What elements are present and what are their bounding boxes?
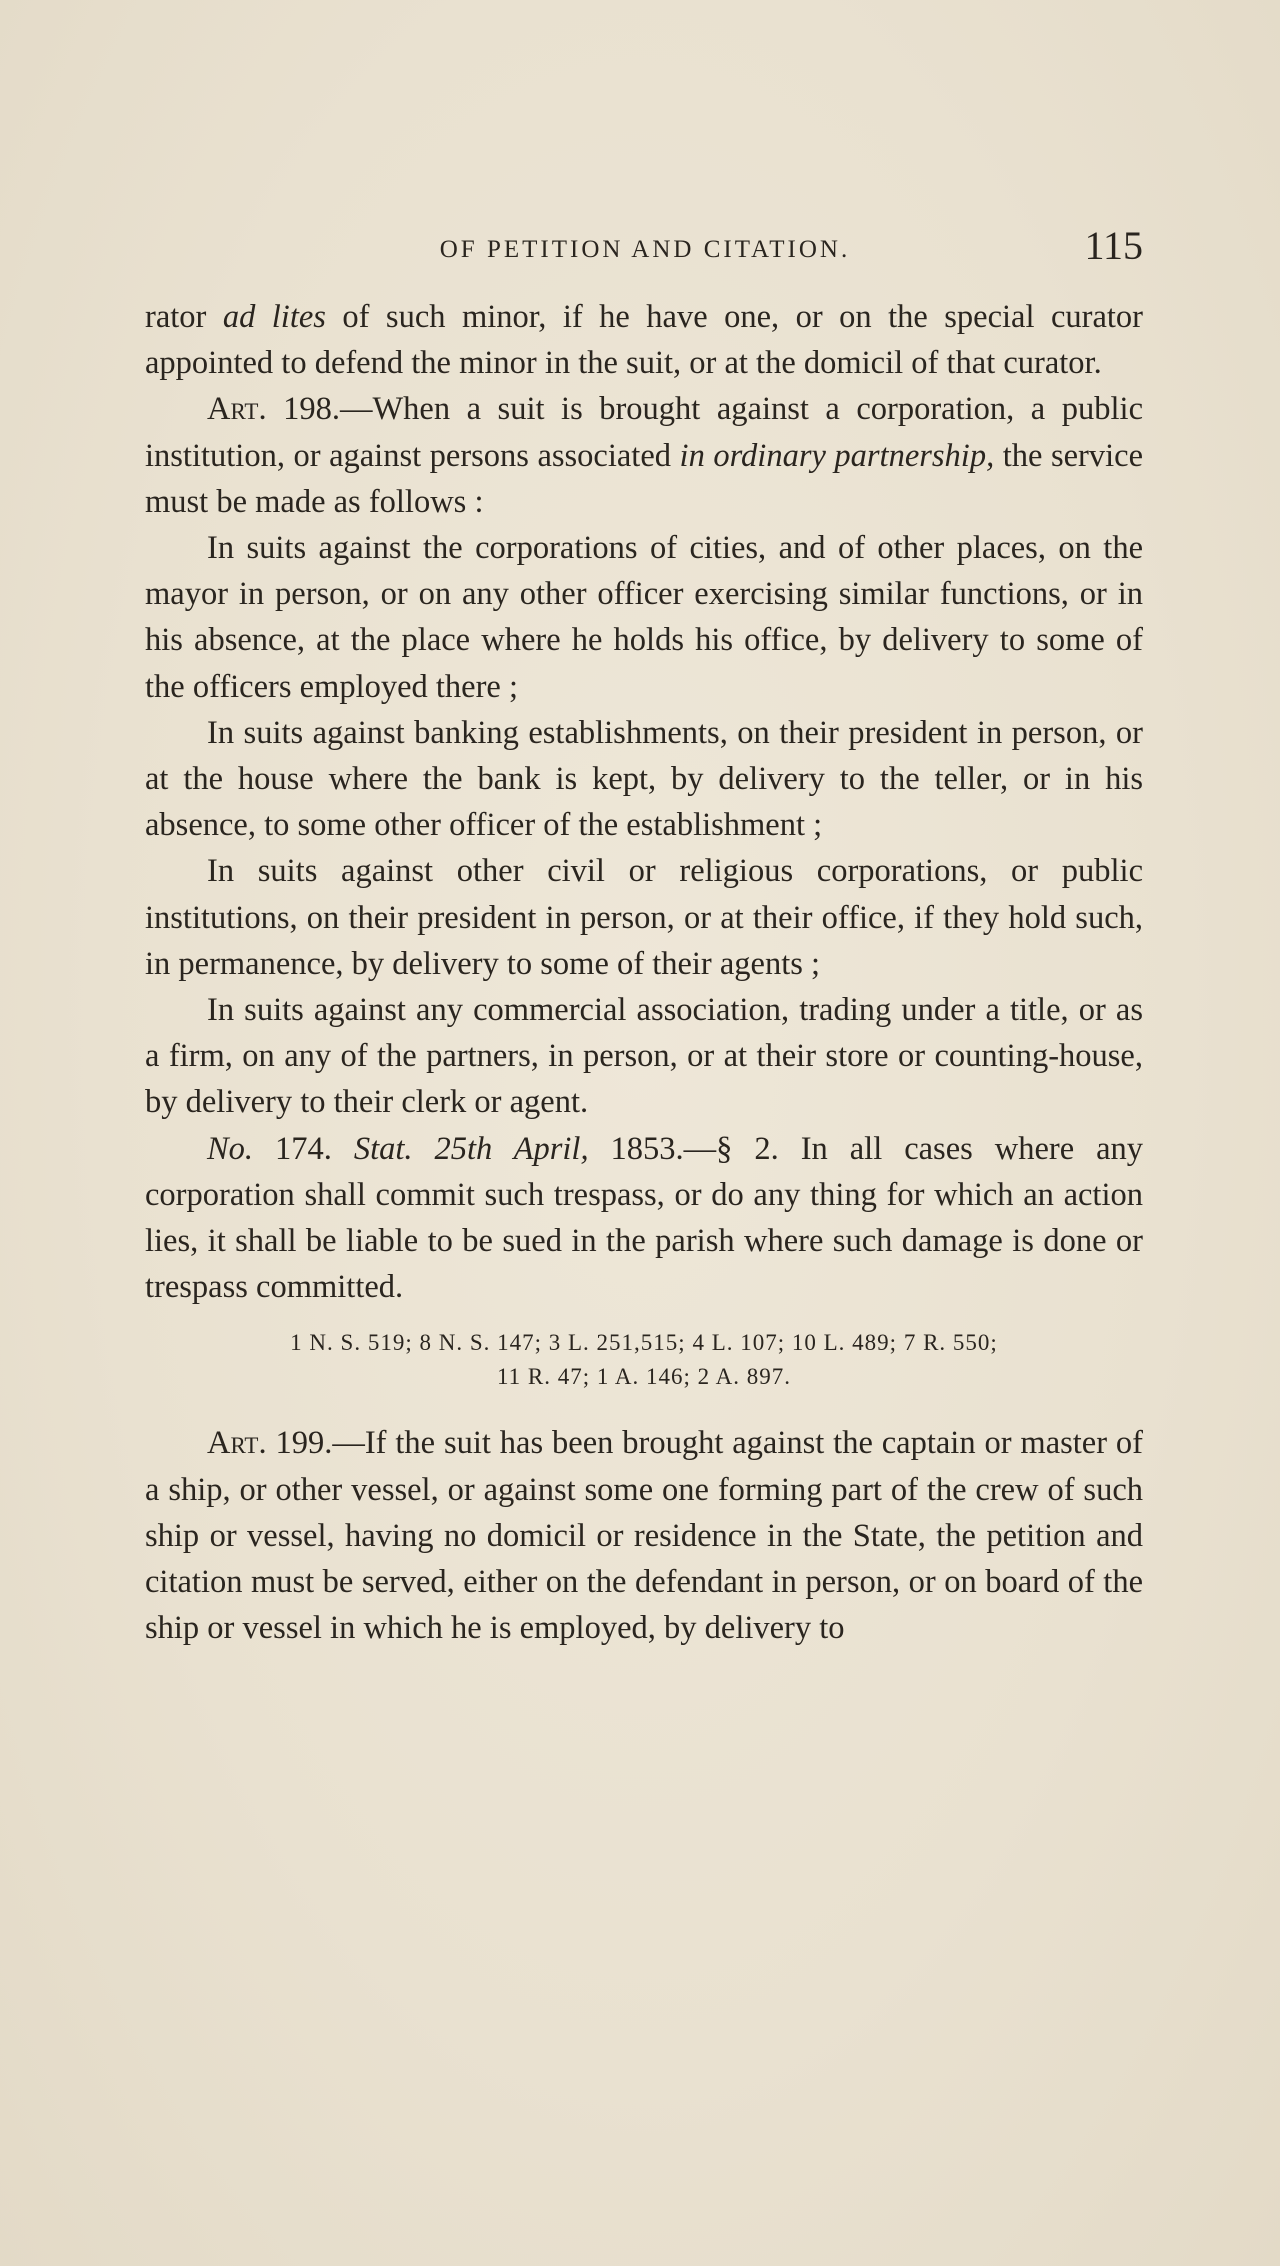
citation-line: 1 N. S. 519; 8 N. S. 147; 3 L. 251,515; 4 L. 107; 10 L. 489; 7 R. 550; — [290, 1330, 998, 1356]
italic-term: in ordinary partnership, — [679, 437, 995, 474]
paragraph-banking: In suits against banking establishments, on their president in person, or at the house where the bank is kept, by delivery to the teller, or in his absence, to some other officer of the establishment ; — [145, 714, 1143, 844]
article-label: Art. — [207, 391, 267, 428]
citation-line: 11 R. 47; 1 A. 146; 2 A. 897. — [497, 1364, 791, 1390]
text-run: 198.—When a suit is brought against a corporation, a public institution, or against persons associated — [145, 391, 1143, 474]
page-number: 115 — [1084, 223, 1143, 268]
italic-term: ad lites — [222, 299, 326, 335]
paragraph-commercial: In suits against any commercial association, trading under a title, or as a firm, on any of the partners, in person, or at their store or counting-house, by delivery to their clerk or agent. — [145, 992, 1143, 1121]
italic-term: No. — [207, 1130, 254, 1167]
text-run: rator — [145, 299, 223, 335]
text-run: of such minor, if he have one, or on the special curator appointed to defend the minor in the suit, or at the domicil of that curator. — [145, 299, 1143, 382]
running-title: OF PETITION AND CITATION. — [439, 236, 851, 263]
statute-paragraph — [145, 1126, 1143, 1311]
case-citations — [145, 1326, 1143, 1394]
text-run: 1853.—§ 2. In all cases where any corporation shall commit such trespass, or do any thing for which an action lies, it shall be liable to be sued in the parish where such damage is done or trespass committed. — [145, 1130, 1144, 1306]
paragraph-civil-religious: In suits against other civil or religious corporations, or public institutions, on their president in person, or at their office, if they hold such, in permanence, by delivery to some of their agents ; — [145, 853, 1143, 982]
italic-term: Stat. 25th April, — [353, 1130, 589, 1167]
article-label: Art. — [207, 1425, 267, 1462]
article-199 — [145, 1420, 1143, 1651]
text-run: 199.—If the suit has been brought against the captain or master of a ship, or other vessel, or against some one forming part of the crew of such ship or vessel, having no domicil or residence in the State, the petition and citation must be served, either on the defendant in person, or on board of the ship or vessel in which he is employed, by delivery to — [145, 1425, 1143, 1647]
paragraph-city-corporations: In suits against the corporations of cities, and of other places, on the mayor in person, or on any other officer exercising similar functions, or in his absence, at the place where he holds his office, by delivery to some of the officers employed there ; — [145, 530, 1143, 705]
article-198 — [145, 386, 1143, 525]
text-run: 174. — [253, 1130, 354, 1167]
text-run: the service must be made as follows : — [145, 437, 1143, 520]
body-text — [145, 294, 1143, 1651]
paragraph-continuation — [145, 294, 1143, 386]
page-header — [145, 222, 1143, 272]
